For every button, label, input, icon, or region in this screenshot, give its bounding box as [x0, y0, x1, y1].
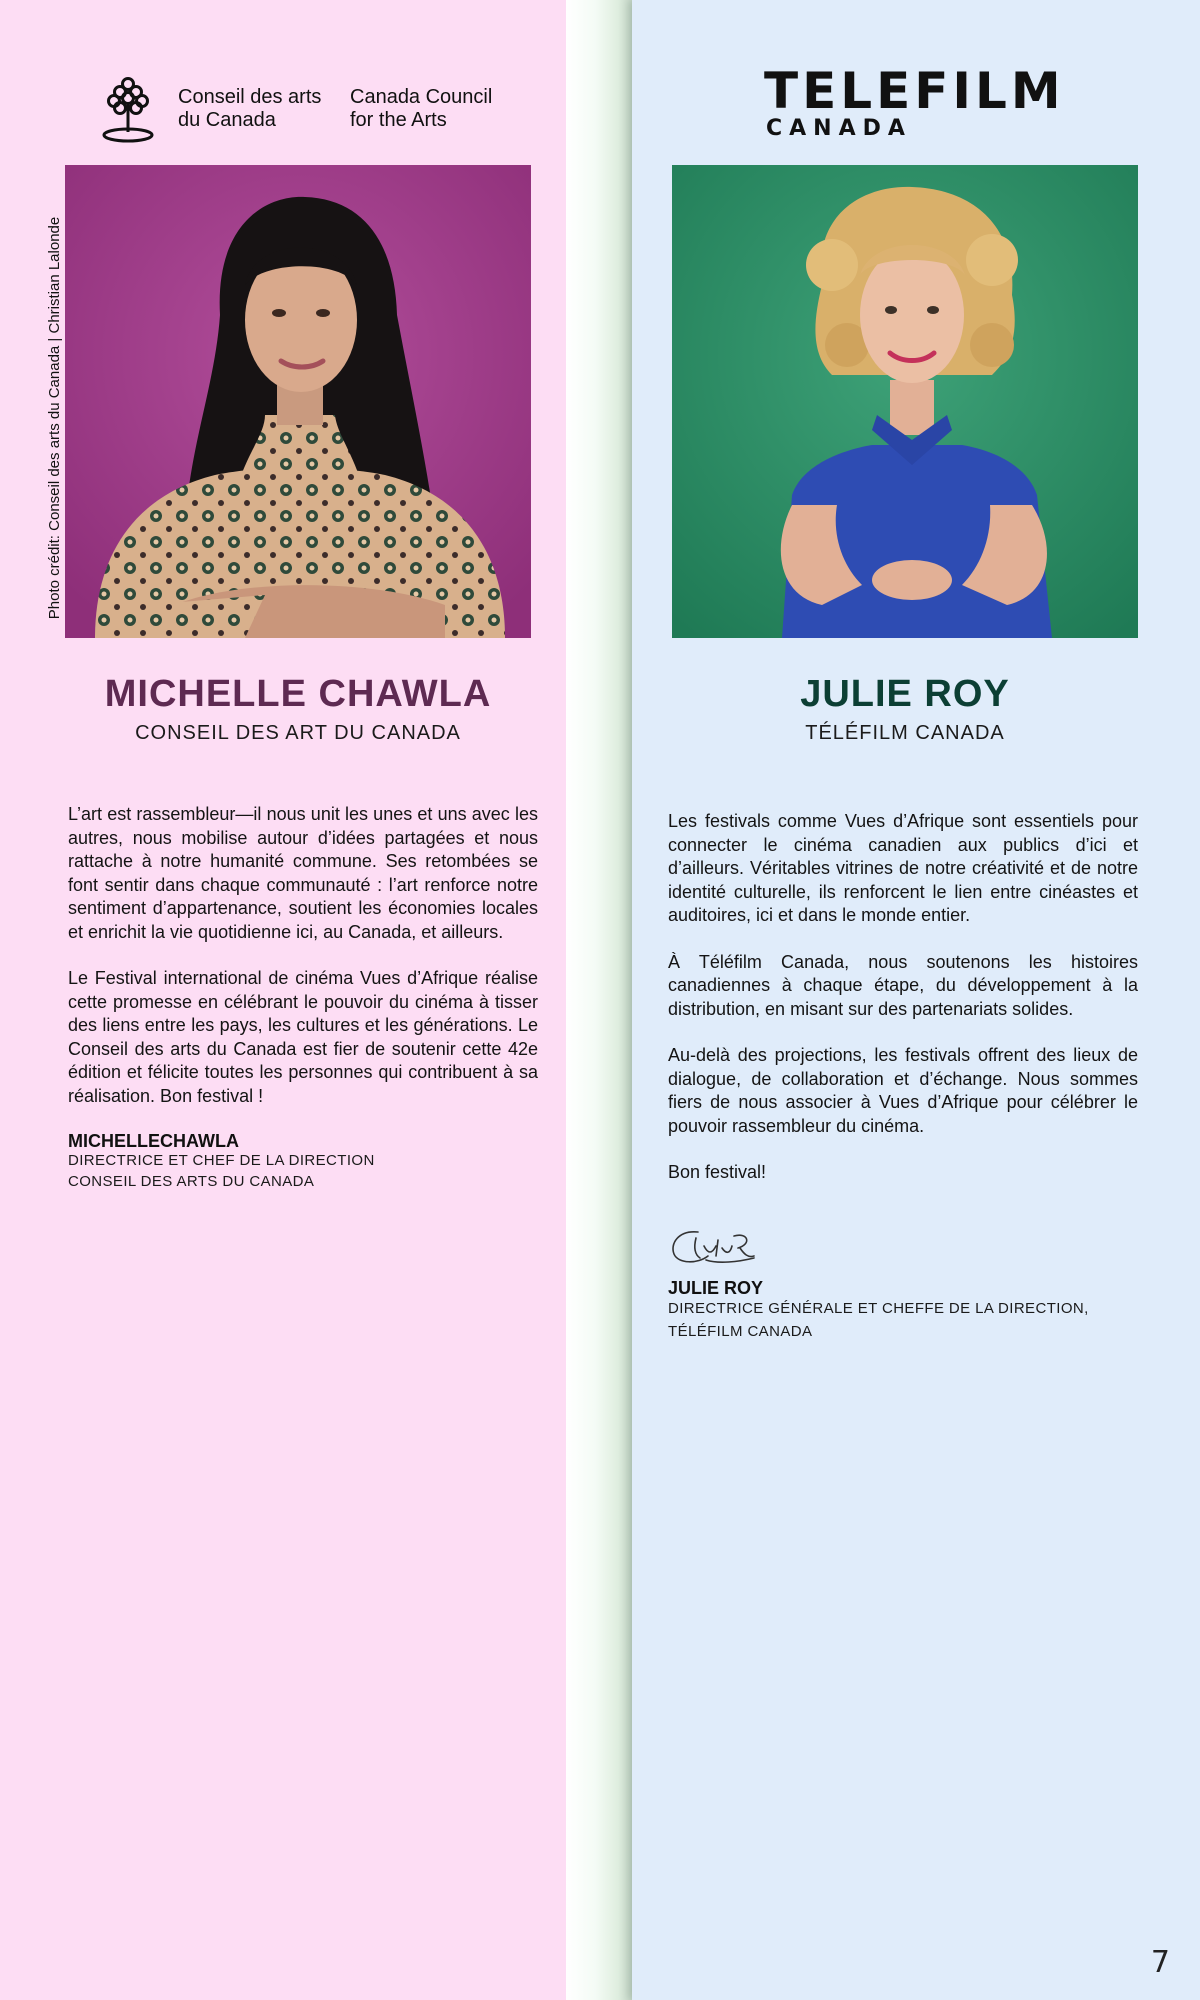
- paragraph: L’art est rassembleur—il nous unit les unes et uns avec les autres, nous mobilise autour d’idées partagées et nous rattache à notre humanité commune. Ses retombées se font sentir dans chaque communauté : l’art renforce notre sentiment d’appartenance, soutient les économies locales et enrichit la vie quotidienne ici, au Canada, et ailleurs.: [68, 804, 538, 942]
- council-name-fr: Conseil des arts du Canada: [178, 86, 322, 131]
- paragraph: Au-delà des projections, les festivals offrent des lieux de dialogue, de collaboration et d’échange. Nous sommes fiers de nous associer à Vues d’Afrique pour célébrer le pouvoir rassembleur du cinéma.: [668, 1045, 1138, 1136]
- name-michelle-chawla: MICHELLE CHAWLA: [104, 673, 492, 715]
- telefilm-logo-word: TELEFILM: [764, 62, 1065, 120]
- page-number: 7: [1150, 1945, 1170, 1980]
- signoff-title-left: [68, 1150, 538, 1192]
- telefilm-logo-sub: CANADA: [766, 116, 912, 141]
- paragraph: Le Festival international de cinéma Vues d’Afrique réalise cette promesse en célébrant le pouvoir du cinéma à tisser des liens entre les pays, les cultures et les générations. Le Conseil des arts du Canada est fier de soutenir cette 42e édition et félicite toutes les personnes qui contribuent à sa réalisation. Bon festival !: [68, 968, 538, 1106]
- portrait-julie-roy: [672, 165, 1138, 638]
- handwritten-signature: [668, 1224, 758, 1268]
- canada-council-logo: [100, 74, 520, 146]
- signoff-title-line: DIRECTRICE ET CHEF DE LA DIRECTION: [68, 1152, 375, 1169]
- telefilm-logo: [764, 64, 1064, 144]
- portrait-michelle-chawla: [65, 165, 531, 638]
- paragraph: Bon festival!: [668, 1162, 767, 1182]
- page-gutter: [566, 0, 632, 2000]
- name-julie-roy: JULIE ROY: [800, 673, 1010, 715]
- tree-icon: [100, 74, 156, 144]
- signoff-title-line: TÉLÉFILM CANADA: [668, 1323, 813, 1340]
- signoff-name-right: JULIE ROY: [668, 1278, 764, 1298]
- signoff-title-line: DIRECTRICE GÉNÉRALE ET CHEFFE DE LA DIRECTION,: [668, 1300, 1089, 1317]
- message-michelle-chawla: [68, 803, 538, 1131]
- signoff-title-line: CONSEIL DES ARTS DU CANADA: [68, 1173, 315, 1190]
- signoff-title-right: [668, 1297, 1138, 1343]
- paragraph: Les festivals comme Vues d’Afrique sont essentiels pour connecter le cinéma canadien aux publics d’ici et d’ailleurs. Véritables vitrines de notre créativité et de notre identité culturelle, ils renforcent le lien entre cinéastes et auditoires, ici et dans le monde entier.: [668, 811, 1138, 925]
- council-name-en: Canada Council for the Arts: [350, 86, 493, 131]
- photo-credit: Photo crédit: Conseil des arts du Canada | Christian Lalonde: [46, 216, 63, 620]
- signoff-name-left: MICHELLECHAWLA: [68, 1131, 239, 1151]
- organization-left: CONSEIL DES ART DU CANADA: [135, 722, 461, 744]
- message-julie-roy: [668, 810, 1138, 1208]
- paragraph: À Téléfilm Canada, nous soutenons les histoires canadiennes à chaque étape, du développement à la distribution, en misant sur des partenariats solides.: [668, 951, 1138, 1019]
- organization-right: TÉLÉFILM CANADA: [805, 722, 1005, 744]
